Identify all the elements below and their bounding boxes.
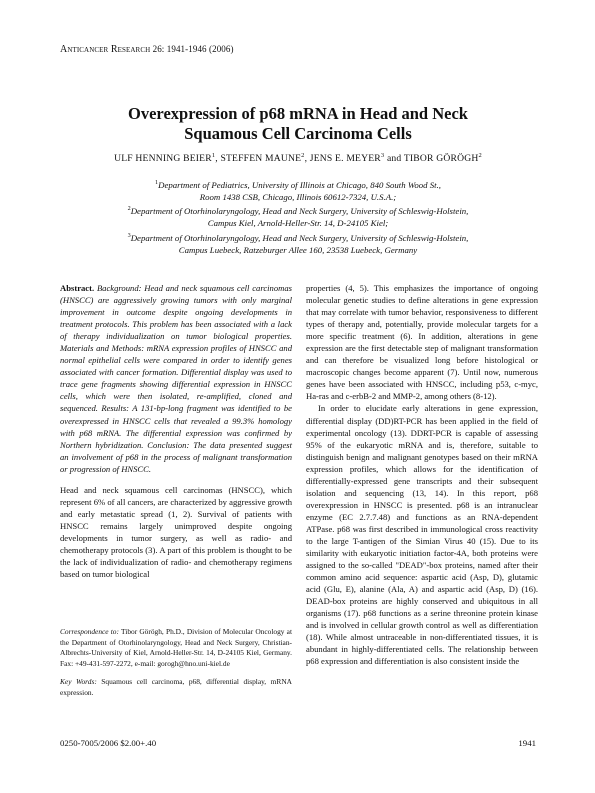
affiliation-2-line-a: Department of Otorhinolaryngology, Head and Neck Surgery, University of Schleswig-Holstein,: [130, 206, 469, 217]
author-4-mark: 2: [478, 152, 482, 159]
abstract: [60, 282, 292, 475]
affiliations: [60, 177, 536, 256]
journal-name: Anticancer Research: [60, 44, 151, 55]
affiliation-3: [60, 230, 536, 244]
correspondence-text: Tibor Görögh, Ph.D., Division of Molecular Oncology at the Department of Otorhinolaryngology, Head and Neck Surgery, Christian-Albrechts-University of Kiel, Arnold-Heller-Str. 14, D-24105 Kiel, Germany. Fax: +49-431-597-2272, e-mail: gorogh@hno.uni-kiel.de: [60, 627, 292, 668]
keywords-note: [60, 677, 292, 698]
title-line-1: Overexpression of p68 mRNA in Head and Neck: [128, 104, 468, 123]
author-3: , JENS E. MEYER: [304, 153, 381, 165]
affiliation-3-line-b: Campus Luebeck, Ratzeburger Allee 160, 23538 Luebeck, Germany: [178, 244, 418, 255]
abstract-label: Abstract.: [60, 283, 95, 293]
affiliation-2-mark: 2: [127, 205, 131, 213]
author-4: and TIBOR GÖRÖGH: [384, 153, 479, 165]
intro-paragraph-continued: properties (4, 5). This emphasizes the importance of ongoing molecular genetic studies to define alterations in gene expression that may correlate with tumor behavior, responsiveness to different types of therapy and, potentially, provide molecular targets for a more specific treatment (6). In addition, alterations in gene expression are the first detectable step of malignant transformation and can therefore be visualized long before histological or macroscopic changes become apparent (7). Until now, numerous genes have been associated with HNSCC, including p53, c-myc, Ha-ras and c-erbB-2 and MMP-2, among others (8-12).: [306, 283, 538, 402]
correspondence-note: [60, 627, 292, 669]
affiliation-1: [60, 177, 536, 191]
affiliation-3-mark: 3: [127, 231, 131, 239]
author-3-mark: 3: [380, 152, 385, 159]
affiliation-2: [60, 203, 536, 217]
page-number: 1941: [518, 738, 536, 748]
affiliation-2-line-b: Campus Kiel, Arnold-Heller-Str. 14, D-24105 Kiel;: [207, 218, 389, 229]
affiliation-3-line-a: Department of Otorhinolaryngology, Head and Neck Surgery, University of Schleswig-Holstein,: [130, 232, 469, 243]
author-list: [60, 152, 536, 164]
affiliation-1-mark: 1: [155, 179, 159, 186]
keywords-text: Squamous cell carcinoma, p68, differential display, mRNA expression.: [60, 677, 292, 697]
intro-paragraph-1: Head and neck squamous cell carcinomas (HNSCC), which represent 6% of all cancers, are characterized by aggressive growth and early metastatic spread (1, 2). Survival of patients with HNSCC remains largely unimproved despite ongoing developments in tumor surgery, as well as radio- and chemotherapy protocols (3). A part of this problem is thought to be the lack of individualization of radio- and chemotherapy regimens based on tumor biological: [60, 484, 292, 580]
author-2-mark: 2: [301, 152, 305, 159]
footnotes: [60, 627, 292, 707]
paper-title: [60, 104, 536, 144]
keywords-label: Key Words:: [60, 677, 97, 687]
author-1: ULF HENNING BEIER: [114, 153, 212, 165]
intro-paragraph-2: In order to elucidate early alterations in gene expression, differential display (DD)RT-PCR has been applied in the field of experimental oncology (13). DDRT-PCR is capable of assessing 95% of the eukaryotic mRNA and is, therefore, suitable to distinguish benign and malignant genotypes based on their mRNA expression profiles, which allows for the identification of differentially-expressed gene transcripts and their subsequent isolation and sequencing (13, 14). In this report, p68 overexpression in HNSCC is presented. p68 is an intranuclear enzyme (EC 2.7.7.48) and functions as an RNA-dependent ATPase. p68 was first described in immunological cross reactivity to the large T-antigen of the Simian Virus 40 (15). Due to its similarity with eukaryotic initiation factor-4A, both proteins were assigned to the so-called "DEAD"-box proteins, named after their common amino acid sequence: aspartic acid (Asp, D), glutamic acid (Glu, E), alanine (Ala, A) and aspartic acid (Asp, D) (16). DEAD-box proteins are highly conserved and ubiquitous in all organisms (17). p68 functions as a serine threonine protein kinase and is involved in cellular growth control as well as differentiation (18). While almost untraceable in non-differentiated tissues, it is abundant in highly-differentiated cells. The relationship between p68 expression and differentiation is also consistent inside the: [306, 403, 538, 667]
journal-citation: 26: 1941-1946 (2006): [152, 44, 234, 54]
left-column: [60, 282, 292, 580]
abstract-text: Background: Head and neck squamous cell carcinomas (HNSCC) are aggressively growing tumors with only marginal improvement in outcome despite ongoing developments in treatment protocols. This problem has been associated with a lack of therapy individualization on tumor biological properties. Materials and Methods: mRNA expression profiles of HNSCC and normal epithelial cells were compared in order to identify genes associated with cancer formation. Differential display was used to trace gene fragments showing differential expression in HNSCC cells, which were then isolated, re-amplified, cloned and sequenced. Results: A 131-bp-long fragment was identified to be overexpressed in HNSCC cells that revealed a 99.3% homology with p68 mRNA. The differential expression was confirmed by Northern hybridization. Conclusion: The data presented suggest an involvement of p68 in the process of malignant transformation or progression of HNSCC.: [60, 283, 292, 474]
affiliation-1-line-b: Room 1438 CSB, Chicago, Illinois 60612-7324, U.S.A.;: [199, 192, 397, 203]
author-1-mark: 1: [211, 152, 216, 159]
author-2: , STEFFEN MAUNE: [215, 153, 302, 165]
issn-line: 0250-7005/2006 $2.00+.40: [60, 738, 157, 748]
right-column: [306, 282, 538, 668]
title-line-2: Squamous Cell Carcinoma Cells: [184, 124, 412, 143]
journal-header: [60, 44, 234, 55]
correspondence-label: Correspondence to:: [60, 627, 119, 636]
affiliation-1-line-a: Department of Pediatrics, University of Illinois at Chicago, 840 South Wood St.,: [158, 179, 441, 190]
